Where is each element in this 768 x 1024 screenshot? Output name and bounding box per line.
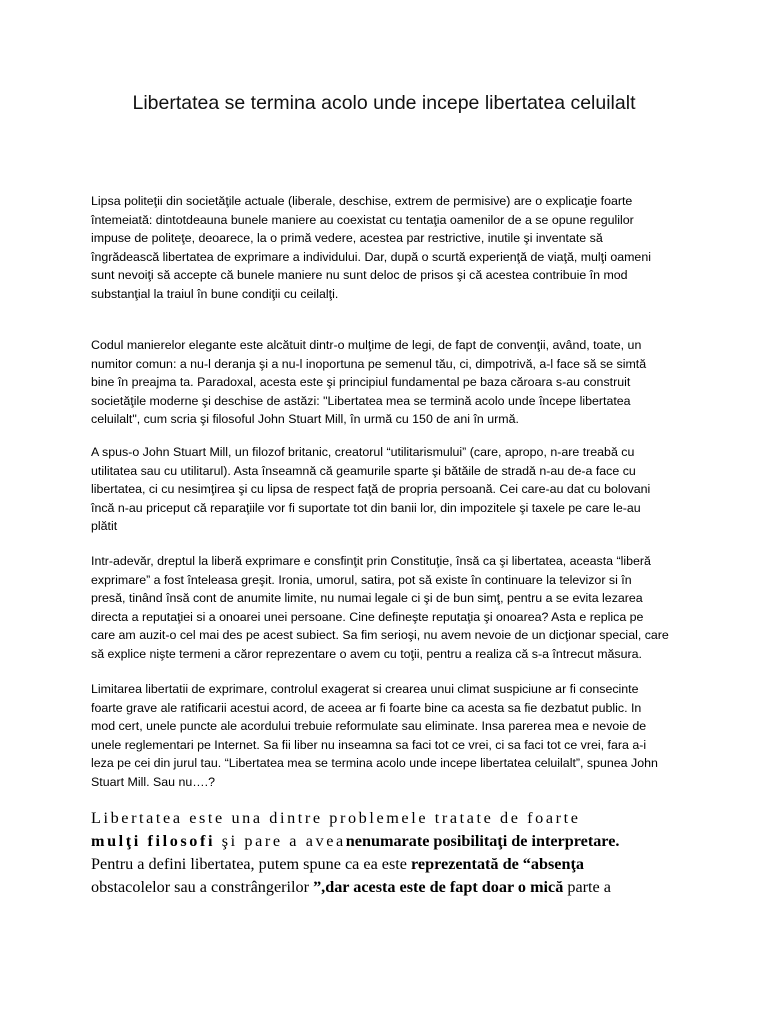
serif-line-3 [91, 853, 691, 876]
serif-bold-text: nenumarate posibilitaţi de interpretare [345, 832, 616, 850]
paragraph-4-line: care am auzit-o cel mai des pe acest subiect. Sa fim serioşi, nu avem nevoie de un dicţionar special, care [91, 628, 669, 642]
serif-line-1: Libertatea este una dintre problemele tratate de foarte [91, 809, 581, 827]
paragraph-2 [91, 336, 681, 429]
paragraph-4-line: exprimare” a fost înteleasa greşit. Ironia, umorul, satira, pot să existe în continuare la televizor si în [91, 572, 632, 587]
paragraph-2-line: societăţile moderne şi deschise de astăzi: "Libertatea mea se termină acolo unde începe libertatea [91, 393, 631, 408]
serif-text: parte a [563, 878, 611, 896]
serif-text: şi pare a avea [215, 832, 346, 850]
serif-text: Pentru a defini libertatea, putem spune ca ea este [91, 855, 412, 873]
serif-bold-text: mulţi filosofi [91, 832, 216, 850]
paragraph-5-line: leza pe cei din jurul tau. “Libertatea mea se termina acolo unde incepe libertatea celuilalt”, spunea John [91, 756, 658, 770]
paragraph-1-line: întemeiată: dintotdeauna bunele maniere au coexistat cu tentaţia oamenilor de a se opune regulilor [91, 212, 634, 227]
paragraph-4 [91, 552, 681, 663]
serif-line-4 [91, 876, 691, 899]
paragraph-4-line: Intr-adevăr, dreptul la liberă exprimare e consfinţit prin Constituţie, însă ca şi libertatea, aceasta “liberă [91, 554, 651, 568]
paragraph-5 [91, 680, 681, 791]
paragraph-5-line: unele reglementari pe Internet. Sa fii liber nu inseamna sa faci tot ce vrei, ci sa faci tot ce vrei, fara a-i [91, 737, 647, 752]
paragraph-1-line: Lipsa politeţii din societăţile actuale (liberale, deschise, extrem de permisive) are o explicaţie foarte [91, 194, 633, 208]
document-title: Libertatea se termina acolo unde incepe libertatea celuilalt [132, 92, 636, 114]
serif-line-2 [91, 830, 691, 853]
paragraph-1-line: substanţial la traiul în bune condiţii cu ceilalţi. [91, 286, 339, 301]
paragraph-1-line: sunt nevoiţi să accepte că bunele maniere nu sunt deloc de prisos şi că acestea contribuie în mod [91, 268, 628, 282]
paragraph-3-line: libertatea, ci cu nesimţirea şi cu lipsa de respect faţă de propria persoană. Cei care-au dat cu bolovani [91, 482, 651, 496]
paragraph-3 [91, 443, 681, 536]
paragraph-5-line: foarte grave ale ratificarii acestui acord, de aceea ar fi foarte bine ca acesta sa fie dezbatut public. In [91, 700, 642, 715]
paragraph-5-line: Limitarea libertatii de exprimare, controlul exagerat si crearea unui climat suspiciune ar fi consecinte [91, 682, 639, 696]
paragraph-2-line: bine în preajma ta. Paradoxal, acesta este şi principiul fundamental pe baza căroara s-au construit [91, 375, 631, 389]
paragraph-4-line: directa a reputaţiei si a onoarei unei persoane. Cine defineşte reputaţia şi onoarea? Asta e replica pe [91, 609, 644, 624]
paragraph-3-line: utilitatea sau cu utilitarul). Asta înseamnă că geamurile sparte şi bătăile de stradă n-au de-a face cu [91, 463, 636, 478]
paragraph-1-line: impuse de politeţe, deoarece, la o primă vedere, acestea par restrictive, inutile şi inventate să [91, 231, 603, 245]
paragraph-3-line: plătit [91, 519, 118, 533]
serif-bold-text: . [615, 832, 620, 850]
paragraph-2-line: celuilalt", cum scria şi filosoful John Stuart Mill, în urmă cu 150 de ani în urmă. [91, 412, 519, 426]
paragraph-3-line: A spus-o John Stuart Mill, un filozof britanic, creatorul “utilitarismului” (care, apropo, n-are treabă cu [91, 445, 635, 459]
serif-bold-text: reprezentată de “absenţa [411, 855, 584, 873]
paragraph-3-line: încă n-au priceput că reparaţiile vor fi suportate tot din banii lor, din impozitele şi taxele pe care le-au [91, 500, 641, 515]
serif-bold-text: ”,dar acesta este de fapt doar o mică [313, 878, 564, 896]
paragraph-1 [91, 192, 681, 303]
paragraph-1-line: îngrădească libertatea de exprimare a individului. Dar, după o scurtă experienţă de viaţă, mulţi oameni [91, 249, 651, 264]
paragraph-5-line: mod cert, unele puncte ale acordului trebuie reformulate sau eliminate. Insa parerea mea e nevoie de [91, 719, 647, 733]
paragraph-4-line: presă, tinând însă cont de anumite limite, nu numai legale ci şi de bun simţ, pentru a se evita lezarea [91, 591, 643, 605]
paragraph-2-line: Codul manierelor elegante este alcătuit dintr-o mulţime de legi, de fapt de convenţii, având, toate, un [91, 338, 642, 352]
paragraph-5-line: Stuart Mill. Sau nu….? [91, 774, 215, 789]
serif-text: obstacolelor sau a constrângerilor [91, 878, 314, 896]
paragraph-2-line: numitor comun: a nu-l deranja şi a nu-l inoportuna pe semenul tău, ci, dimpotrivă, a-l face să se simtă [91, 356, 647, 371]
paragraph-4-line: să explice nişte termeni a căror reprezentare o avem cu toţii, pentru a realiza că s-a întrecut măsura. [91, 646, 642, 661]
serif-paragraph [91, 807, 691, 899]
